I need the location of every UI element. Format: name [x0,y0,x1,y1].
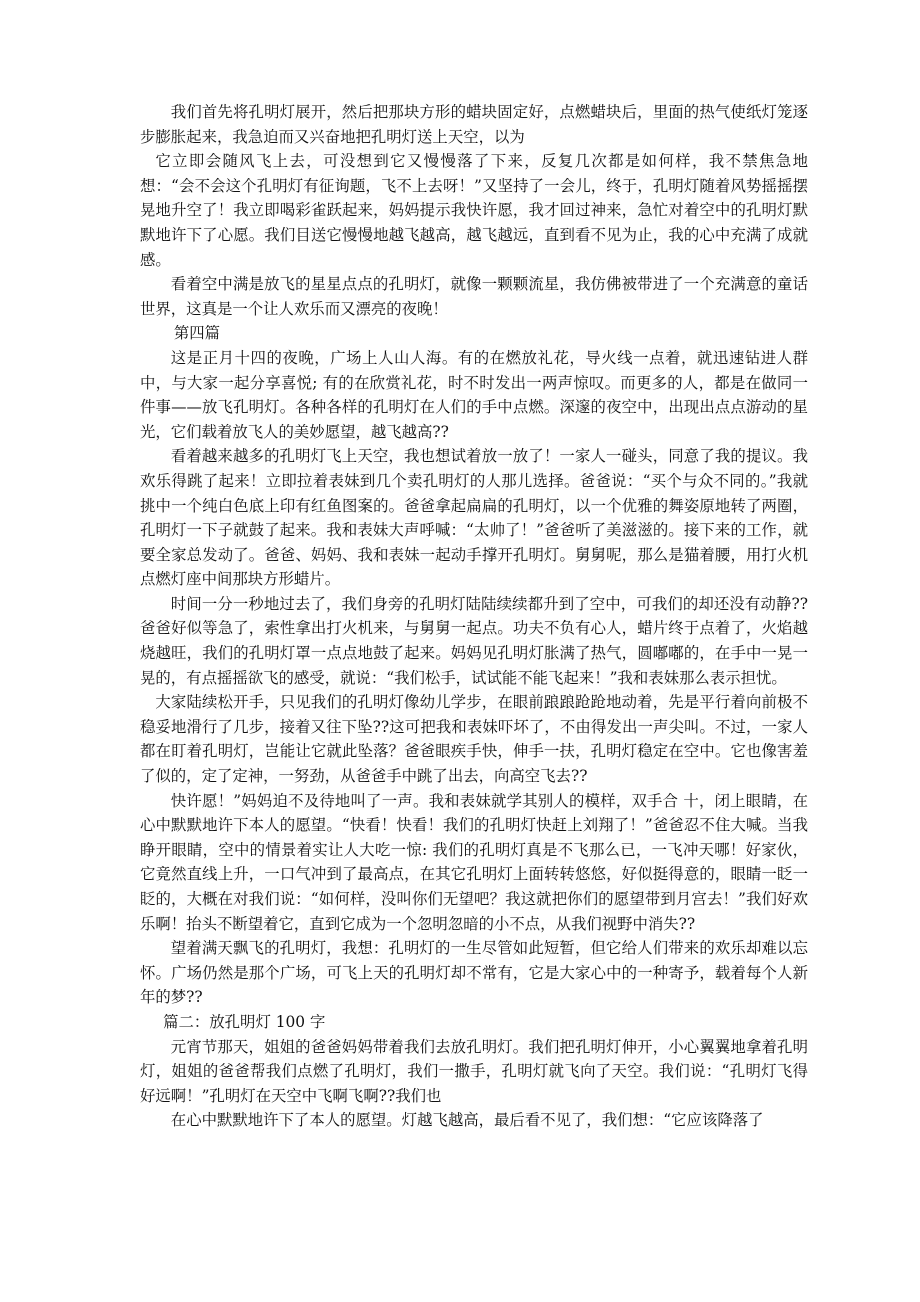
paragraph-13: 在心中默默地许下了本人的愿望。灯越飞越高，最后看不见了，我们想：“它应该降落了 [170,1111,764,1130]
paragraph-12: 元宵节那天，姐姐的爸爸妈妈带着我们去放孔明灯。我们把孔明灯伸开，小心翼翼地拿着孔明灯，姐姐的爸爸帮我们点燃了孔明灯，我们一撒手，孔明灯就飞向了天空。我们说：“孔明灯飞得好远啊！”孔明灯在天空中飞啊飞啊??我们也 [140,1037,808,1105]
paragraph-3: 看着空中满是放飞的星星点点的孔明灯，就像一颗颗流星，我仿佛被带进了一个充满意的童话世界，这真是一个让人欢乐而又漂亮的夜晚！ [140,275,808,318]
paragraph-1: 我们首先将孔明灯展开，然后把那块方形的蜡块固定好，点燃蜡块后，里面的热气使纸灯笼逐步膨胀起来，我急迫而又兴奋地把孔明灯送上天空，以为 [140,103,808,146]
paragraph-2: 它立即会随风飞上去，可没想到它又慢慢落了下来，反复几次都是如何样，我不禁焦急地想：“会不会这个孔明灯有征询题，飞不上去呀！”又坚持了一会儿，终于，孔明灯随着风势摇摇摆晃地升空了！我立即喝彩雀跃起来，妈妈提示我快许愿，我才回过神来，急忙对着空中的孔明灯默默地许下了心愿。我们目送它慢慢地越飞越高，越飞越远，直到看不见为止，我的心中充满了成就感。 [140,152,808,269]
paragraph-7: 时间一分一秒地过去了，我们身旁的孔明灯陆陆续续都升到了空中，可我们的却还没有动静??爸爸好似等急了，索性拿出打火机来，与舅舅一起点。功夫不负有心人，蜡片终于点着了，火焰越烧越旺，我们的孔明灯罩一点点地鼓了起来。妈妈见孔明灯胀满了热气，圆嘟嘟的，在手中一晃一晃的，有点摇摇欲飞的感受，就说：“我们松手，试试能不能飞起来！”我和表妹那么表示担忧。 [140,594,808,687]
paragraph-5: 这是正月十四的夜晚，广场上人山人海。有的在燃放礼花，导火线一点着，就迅速钻进人群中，与大家一起分享喜悦; 有的在欣赏礼花，时不时发出一两声惊叹。而更多的人，都是在做同一件事——放飞孔明灯。各种各样的孔明灯在人们的手中点燃。深邃的夜空中，出现出点点游动的星光，它们载着放飞人的美妙愿望，越飞越高?? [140,348,808,441]
paragraph-9: 快许愿！”妈妈迫不及待地叫了一声。我和表妹就学其别人的模样，双手合 十，闭上眼睛，在心中默默地许下本人的愿望。“快看！快看！我们的孔明灯快赶上刘翔了！”爸爸忍不住大喊。当我睁开眼睛，空中的情景着实让人大吃一惊: 我们的孔明灯真是不飞那么已，一飞冲天哪！好家伙，它竟然直线上升，一口气冲到了最高点，在其它孔明灯上面转转悠悠，好似挺得意的，眼睛一眨一眨的，大概在对我们说：“如何样，没叫你们无望吧？我这就把你们的愿望带到月宫去！”我们好欢乐啊！抬头不断望着它，直到它成为一个忽明忽暗的小不点，从我们视野中消失?? [140,791,808,933]
section-heading-4: 第四篇 [173,324,221,343]
paragraph-6: 看着越来越多的孔明灯飞上天空，我也想试着放一放了！一家人一碰头，同意了我的提议。我欢乐得跳了起来！立即拉着表妹到几个卖孔明灯的人那儿选择。爸爸说：“买个与众不同的。”我就挑中一个纯白色底上印有红鱼图案的。爸爸拿起扁扁的孔明灯，以一个优雅的舞姿原地转了两圈，孔明灯一下子就鼓了起来。我和表妹大声呼喊：“太帅了！”爸爸听了美滋滋的。接下来的工作，就要全家总发动了。爸爸、妈妈、我和表妹一起动手撑开孔明灯。舅舅呢，那么是猫着腰，用打火机点燃灯座中间那块方形蜡片。 [140,447,808,589]
paragraph-8: 大家陆续松开手，只见我们的孔明灯像幼儿学步，在眼前踉踉跄跄地动着，先是平行着向前极不稳妥地滑行了几步，接着又往下坠??这可把我和表妹吓坏了，不由得发出一声尖叫。不过，一家人都在盯着孔明灯，岂能让它就此坠落？爸爸眼疾手快，伸手一扶，孔明灯稳定在空中。它也像害羞了似的，定了定神，一努劲，从爸爸手中跳了出去，向高空飞去?? [140,693,808,786]
section-heading-2: 篇二：放孔明灯 100 字 [163,1012,326,1031]
paragraph-10: 望着满天飘飞的孔明灯，我想：孔明灯的一生尽管如此短暂，但它给人们带来的欢乐却难以忘怀。广场仍然是那个广场，可飞上天的孔明灯却不常有，它是大家心中的一种寄予，载着每个人新年的梦?? [140,939,808,1007]
